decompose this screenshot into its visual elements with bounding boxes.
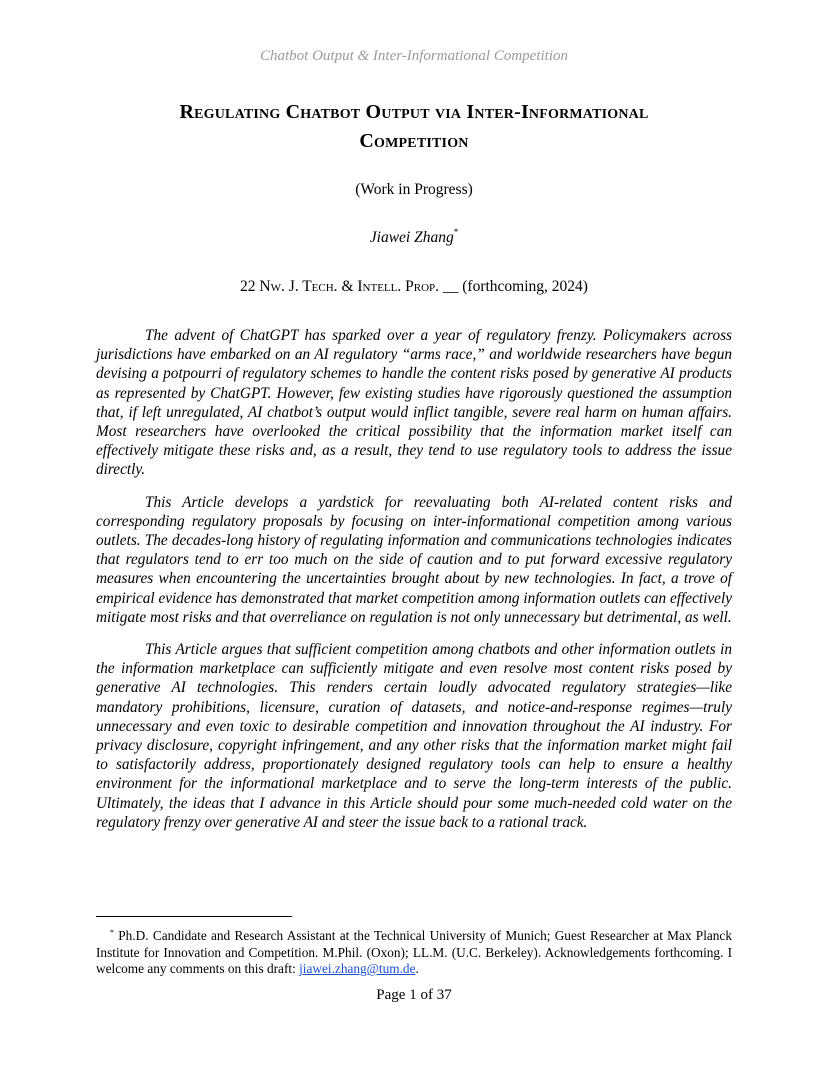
citation-ampersand: & — [341, 278, 354, 295]
footnote-mark: * — [110, 928, 114, 937]
citation-journal-nw: Nw. J. Tech. — [259, 278, 338, 295]
footnote-text: Ph.D. Candidate and Research Assistant at the Technical University of Munich; Guest Researcher at Max Planck Institute for Innovation and Competition. M.Phil. (Oxon); LL.M. (U.C. Berkeley). Acknowledgements forthcoming. I welcome any comments on this draft: — [96, 928, 732, 977]
abstract-paragraph-2: This Article develops a yardstick for reevaluating both AI-related content risks and corresponding regulatory proposals by focusing on inter-informational competition among various outlets. The decades-long history of regulating information and communications technologies indicates that regulators tend to err too much on the side of caution and to put forward excessive regulatory measures when encountering the uncertainties brought about by new technologies. In fact, a trove of empirical evidence has demonstrated that market competition among information outlets can effectively mitigate most risks and that overreliance on regulation is not only unnecessary but detrimental, as well. — [96, 493, 732, 626]
abstract — [96, 326, 732, 845]
abstract-paragraph-3: This Article argues that sufficient competition among chatbots and other information outlets in the information marketplace can sufficiently mitigate and even resolve most content risks posed by generative AI technologies. This renders certain loudly advocated regulatory strategies—like mandatory prohibitions, licensure, curation of datasets, and notice-and-response regimes—truly unnecessary and even toxic to desirable competition and innovation throughout the AI industry. For privacy disclosure, copyright infringement, and any other risks that the information market might fail to satisfactorily address, proportionately designed regulatory tools can help to ensure a healthy environment for the informational marketplace and to serve the long-term interests of the public. Ultimately, the ideas that I advance in this Article should pour some much-needed cold water on the regulatory frenzy over generative AI and steer the issue back to a rational track. — [96, 641, 732, 831]
citation-page-blank: __ — [442, 278, 459, 295]
author-line — [0, 227, 828, 247]
footnote-divider — [96, 916, 292, 917]
title-line-1: Regulating Chatbot Output via Inter-Informational — [179, 101, 649, 123]
footnote — [96, 925, 732, 978]
author-footnote-mark[interactable]: * — [453, 227, 459, 237]
author-name: Jiawei Zhang — [369, 229, 454, 246]
footnote-end: . — [415, 961, 419, 977]
work-in-progress-note: (Work in Progress) — [355, 181, 473, 198]
title-line-2: Competition — [359, 130, 469, 152]
paper-title — [96, 98, 732, 156]
running-head: Chatbot Output & Inter-Informational Competition — [259, 48, 569, 64]
page-number: Page 1 of 37 — [376, 987, 452, 1003]
author-email-link[interactable]: jiawei.zhang@tum.de — [299, 961, 416, 977]
abstract-paragraph-1: The advent of ChatGPT has sparked over a year of regulatory frenzy. Policymakers across jurisdictions have embarked on an AI regulatory “arms race,” and worldwide researchers have begun devising a potpourri of regulatory schemes to handle the content risks posed by generative AI products as represented by ChatGPT. However, few existing studies have rigorously questioned the assumption that, if left unregulated, AI chatbot’s output would inflict tangible, severe real harm on human affairs. Most researchers have overlooked the critical possibility that the information market itself can effectively mitigate these risks and, as a result, they tend to use regulatory tools to address the issue directly. — [96, 327, 732, 479]
citation-line — [0, 278, 828, 296]
citation-volume: 22 — [240, 278, 256, 295]
citation-status: (forthcoming, 2024) — [462, 278, 588, 295]
citation-journal-ip: Intell. Prop. — [357, 278, 440, 295]
